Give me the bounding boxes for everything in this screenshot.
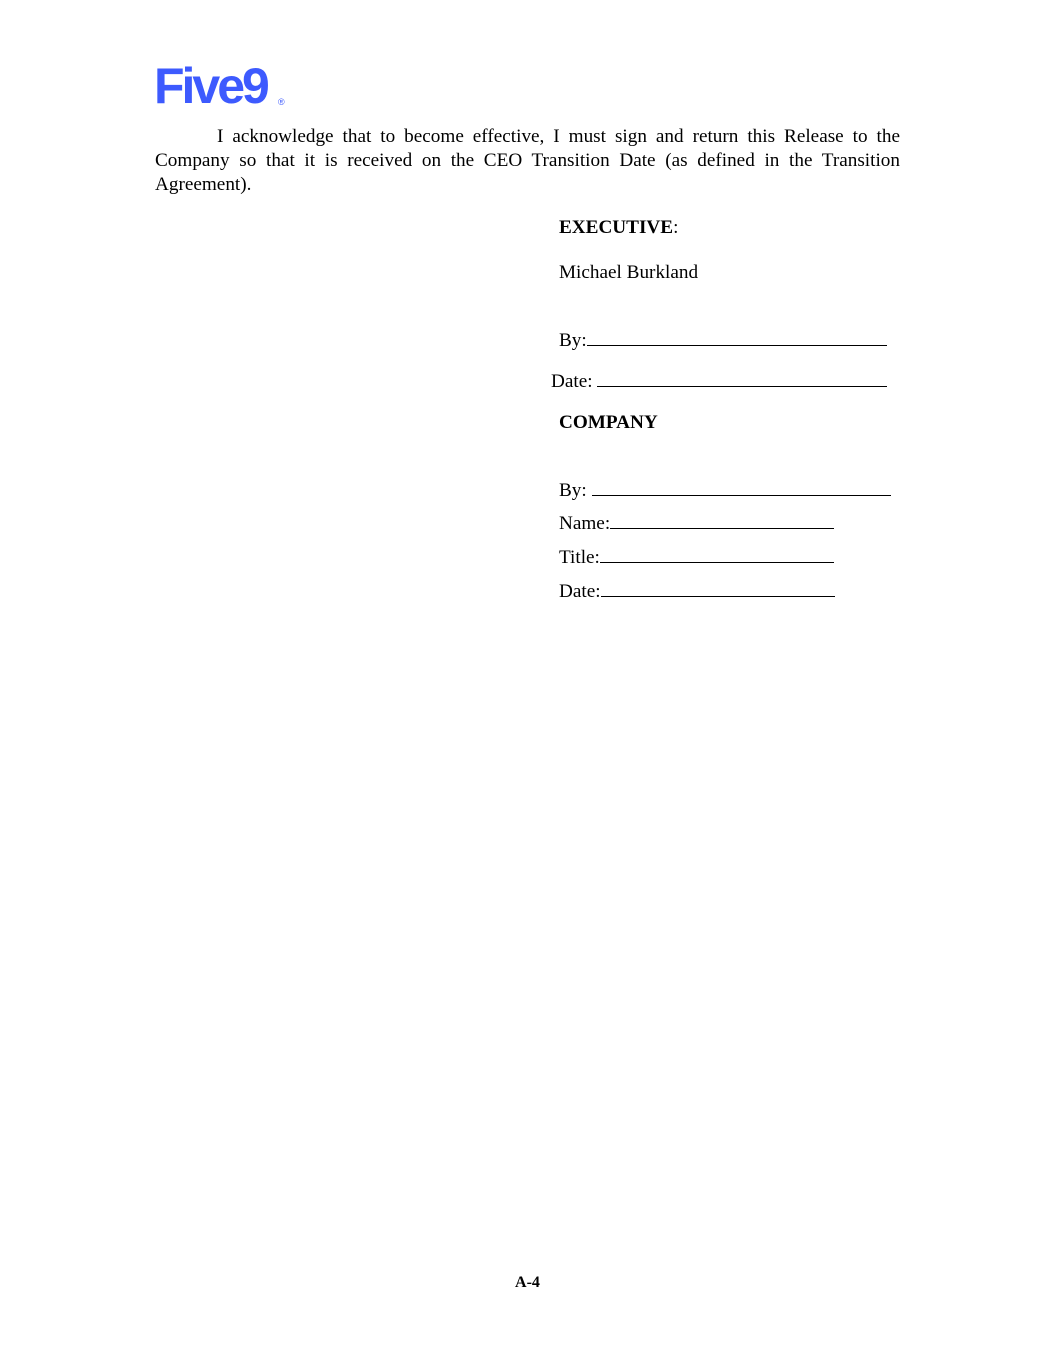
- company-title-field[interactable]: [600, 543, 834, 563]
- executive-heading-text: EXECUTIVE: [559, 217, 674, 238]
- company-name-field[interactable]: [610, 509, 834, 529]
- company-signature-field[interactable]: [592, 476, 891, 496]
- executive-date-label: Date:: [551, 371, 593, 392]
- five9-logo: [154, 60, 294, 110]
- executive-heading: [559, 216, 678, 240]
- executive-date-field[interactable]: [597, 367, 887, 387]
- logo-wordmark: Five9: [154, 60, 267, 110]
- company-title-line: [559, 543, 834, 570]
- company-date-line: [559, 577, 835, 604]
- company-date-label: Date:: [559, 581, 601, 602]
- registered-mark: ®: [278, 97, 285, 107]
- executive-heading-colon: :: [673, 217, 679, 238]
- company-name-label: Name:: [559, 513, 611, 534]
- executive-signature-field[interactable]: [587, 326, 887, 346]
- company-by-line: [559, 476, 891, 503]
- executive-by-label: By:: [559, 330, 587, 351]
- company-name-line: [559, 509, 834, 536]
- company-date-field[interactable]: [601, 577, 835, 597]
- executive-name: Michael Burkland: [559, 262, 699, 283]
- company-title-label: Title:: [559, 547, 600, 568]
- acknowledgment-paragraph: I acknowledge that to become effective, I must sign and return this Release to the Company so that it is received on the CEO Transition Date (as defined in the Transition Agreement).: [155, 126, 900, 195]
- page-number: A-4: [515, 1274, 540, 1291]
- company-by-label: By:: [559, 480, 587, 501]
- executive-by-line: [559, 326, 887, 353]
- executive-date-line: [551, 367, 887, 394]
- company-heading: COMPANY: [559, 412, 658, 433]
